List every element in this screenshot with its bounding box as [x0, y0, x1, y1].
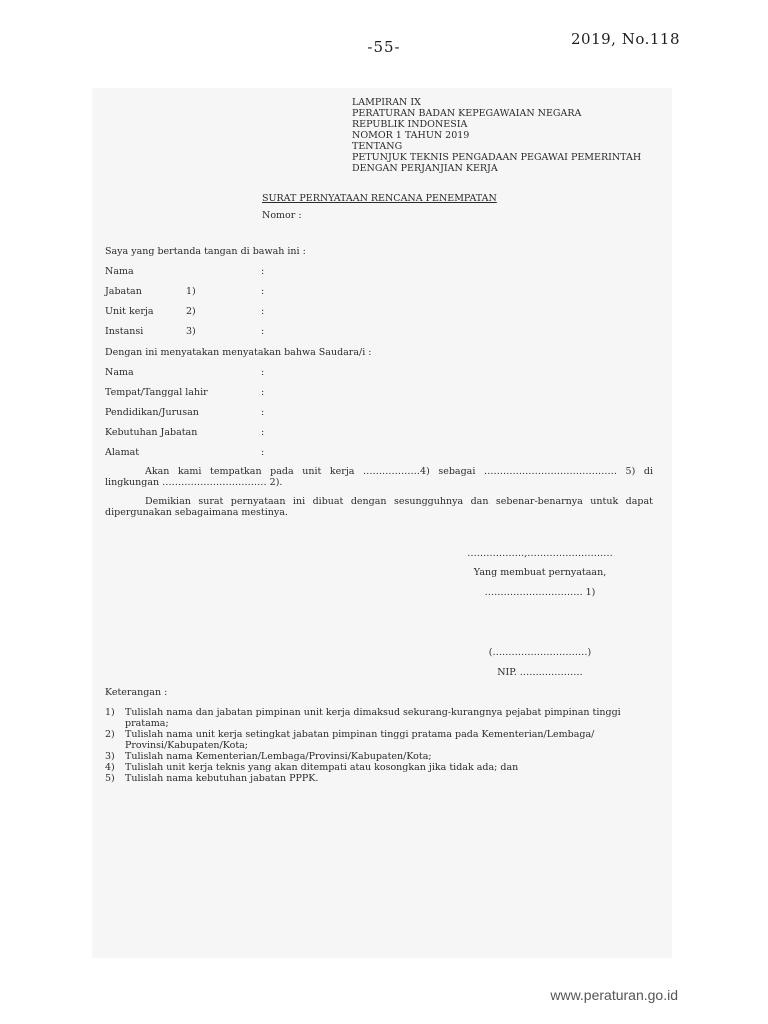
notes-heading: Keterangan : — [105, 687, 168, 698]
lampiran-line: TENTANG — [352, 141, 403, 152]
field-label: Jabatan — [105, 286, 142, 297]
nomor-label: Nomor : — [262, 210, 302, 221]
signature-nip: NIP. ……..………… — [497, 667, 583, 678]
list-item-text: Tulislah nama kebutuhan jabatan PPPK. — [125, 773, 319, 784]
field-colon: : — [261, 367, 265, 378]
subject-fields — [0, 367, 768, 462]
field-label: Kebutuhan Jabatan — [105, 427, 198, 438]
lampiran-line: REPUBLIK INDONESIA — [352, 119, 468, 130]
field-label: Tempat/Tanggal lahir — [105, 387, 208, 398]
field-label: Pendidikan/Jurusan — [105, 407, 199, 418]
footer-url[interactable]: www.peraturan.go.id — [550, 987, 678, 1003]
page-number: -55- — [367, 38, 401, 56]
list-item — [105, 773, 653, 784]
list-item-number: 4) — [105, 762, 115, 773]
list-item-text: Tulislah unit kerja teknis yang akan ditempati atau kosongkan jika tidak ada; dan — [125, 762, 519, 773]
signature-name: (…………………………) — [488, 647, 592, 658]
list-item — [105, 762, 653, 773]
field-colon: : — [261, 286, 265, 297]
list-item — [105, 707, 653, 729]
signature-place-date: ………………,……………………… — [467, 548, 613, 559]
list-item — [105, 751, 653, 762]
list-item-text: Tulislah nama Kementerian/Lembaga/Provinsi/Kabupaten/Kota; — [125, 751, 432, 762]
document-reference: 2019, No.118 — [570, 30, 680, 48]
field-label: Alamat — [105, 447, 140, 458]
list-item — [105, 729, 653, 751]
lampiran-line: LAMPIRAN IX — [352, 97, 421, 108]
document-sheet — [92, 88, 672, 958]
field-colon: : — [261, 427, 265, 438]
list-item-number: 1) — [105, 707, 115, 718]
field-colon: : — [261, 387, 265, 398]
field-colon: : — [261, 447, 265, 458]
lampiran-header — [352, 97, 641, 174]
list-item-text: Tulislah nama unit kerja setingkat jabatan pimpinan tinggi pratama pada Kementerian/Lembaga/ Provinsi/Kabupaten/Kota; — [125, 729, 595, 751]
field-colon: : — [261, 266, 265, 277]
field-colon: : — [261, 407, 265, 418]
signature-role: Yang membuat pernyataan, — [473, 567, 607, 578]
closing-paragraph: Demikian surat pernyataan ini dibuat dengan sesungguhnya dan sebenar-benarnya untuk dapat dipergunakan sebagaimana mestinya. — [105, 496, 653, 518]
field-note-number: 3) — [186, 326, 196, 337]
lampiran-line: NOMOR 1 TAHUN 2019 — [352, 130, 470, 141]
field-note-number: 1) — [186, 286, 196, 297]
list-item-text: Tulislah nama dan jabatan pimpinan unit kerja dimaksud sekurang-kurangnya pejabat pimpinan tinggi pratama; — [125, 707, 621, 729]
list-item-number: 2) — [105, 729, 115, 740]
signature-position: …………………………. 1) — [484, 587, 596, 598]
placement-paragraph: Akan kami tempatkan pada unit kerja ………………4) sebagai …………………………………… 5) di lingkungan …………………………… 2). — [105, 466, 653, 488]
field-label: Instansi — [105, 326, 144, 337]
field-label: Unit kerja — [105, 306, 154, 317]
lampiran-line: DENGAN PERJANJIAN KERJA — [352, 163, 498, 174]
field-label: Nama — [105, 367, 134, 378]
signer-fields — [0, 266, 768, 346]
form-title: SURAT PERNYATAAN RENCANA PENEMPATAN — [262, 193, 497, 204]
field-label: Nama — [105, 266, 134, 277]
notes-list — [105, 707, 653, 784]
lampiran-line: PETUNJUK TEKNIS PENGADAAN PEGAWAI PEMERINTAH — [352, 152, 642, 163]
list-item-number: 3) — [105, 751, 115, 762]
field-colon: : — [261, 326, 265, 337]
lampiran-line: PERATURAN BADAN KEPEGAWAIAN NEGARA — [352, 108, 582, 119]
statement-text: Dengan ini menyatakan menyatakan bahwa Saudara/i : — [105, 347, 372, 358]
field-colon: : — [261, 306, 265, 317]
intro-text: Saya yang bertanda tangan di bawah ini : — [105, 246, 306, 257]
list-item-number: 5) — [105, 773, 115, 784]
field-note-number: 2) — [186, 306, 196, 317]
